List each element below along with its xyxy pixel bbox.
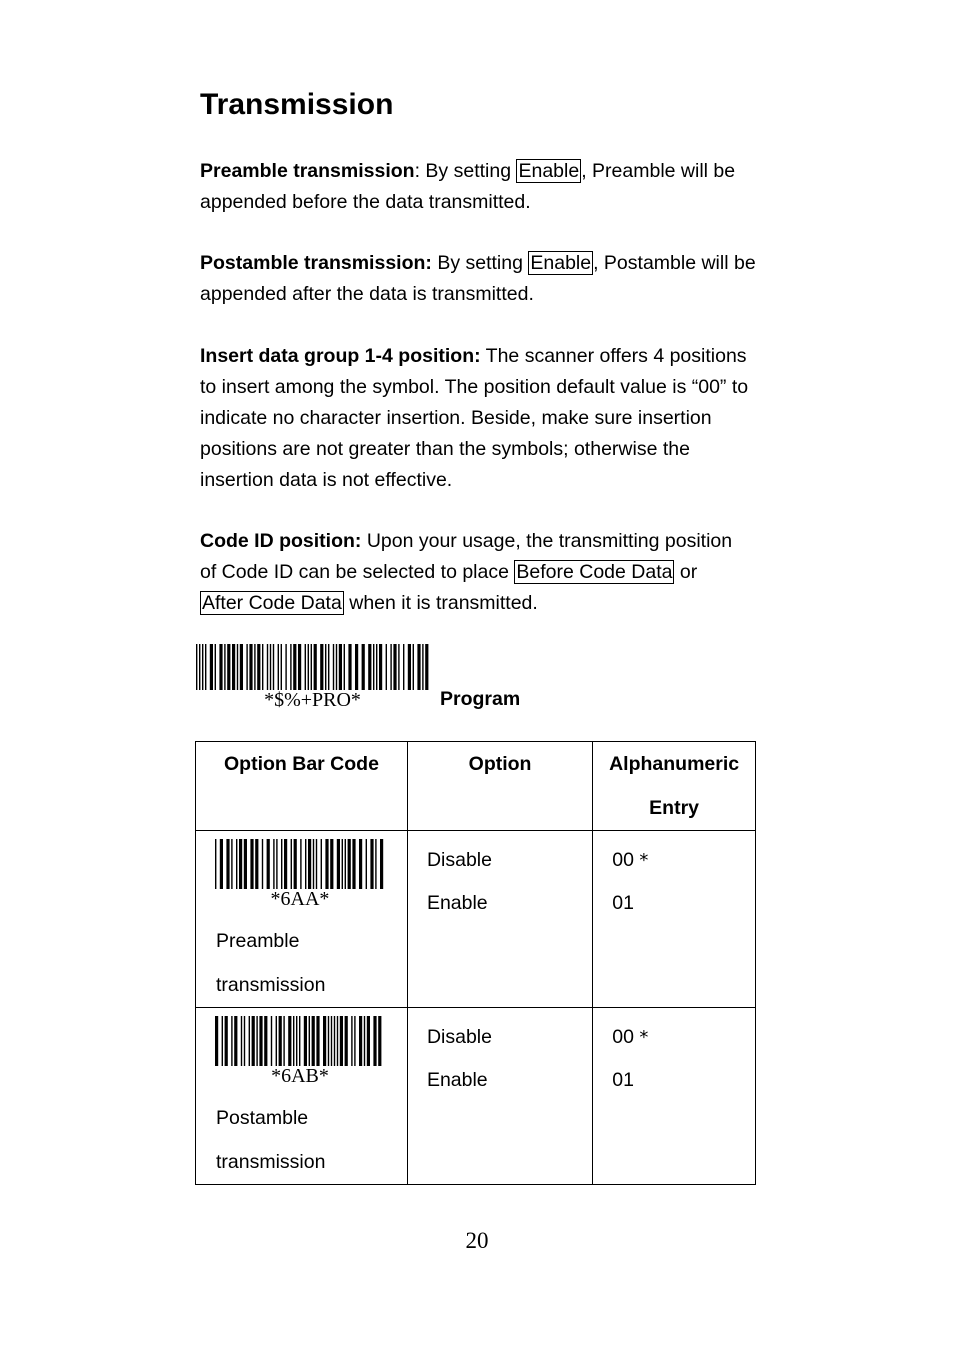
program-label: Program (440, 688, 521, 710)
header-alpha-line1: Alphanumeric (609, 753, 740, 775)
header-option-label: Option (468, 753, 532, 775)
postamble-barcode-text: *6AB* (271, 1065, 329, 1087)
preamble-entry-01: 01 (612, 892, 634, 914)
postamble-text-2: , Postamble will be appended after the data is transmitted. (200, 252, 756, 305)
preamble-entry-00-value: 00 (612, 849, 634, 871)
codeid-text-3: when it is transmitted. (343, 592, 538, 614)
preamble-text-2: , Preamble will be appended before the data transmitted. (200, 160, 736, 213)
postamble-options-cell (407, 1008, 592, 1185)
preamble-option-enable: Enable (426, 892, 488, 914)
preamble-enable-box: Enable (518, 160, 580, 182)
options-table (195, 741, 756, 1185)
header-option-bar-code (196, 742, 408, 831)
postamble-barcode-bars (214, 1016, 386, 1066)
header-alphanumeric-entry (593, 742, 756, 831)
table-row-postamble (196, 1008, 756, 1185)
insert-term: Insert data group 1-4 position: (200, 345, 481, 367)
preamble-option-disable: Disable (426, 849, 492, 871)
postamble-paragraph (200, 248, 760, 310)
postamble-option-disable: Disable (426, 1026, 492, 1048)
postamble-barcode-cell (196, 1008, 408, 1185)
postamble-entry-00-value: 00 (612, 1026, 634, 1048)
page-title: Transmission (200, 88, 394, 121)
header-option-bar-code-label: Option Bar Code (224, 753, 379, 775)
preamble-desc-line1: Preamble (216, 930, 300, 952)
codeid-paragraph (200, 526, 740, 619)
postamble-barcode[interactable] (214, 1016, 386, 1086)
preamble-entry-cell (593, 831, 756, 1008)
postamble-desc-line2: transmission (216, 1151, 326, 1173)
postamble-enable-box: Enable (530, 252, 592, 274)
postamble-entry-01: 01 (612, 1069, 634, 1091)
preamble-term: Preamble transmission (200, 160, 415, 182)
preamble-options-cell (407, 831, 592, 1008)
insert-text: The scanner offers 4 positions to insert among the symbol. The position default value is “00” to indicate no character insertion. Beside, make sure insertion positions are not greater than the symbols; otherwise the insertion data is not effective. (200, 345, 749, 491)
program-barcode[interactable] (195, 644, 430, 710)
postamble-option-enable: Enable (426, 1069, 488, 1091)
preamble-barcode-cell (196, 831, 408, 1008)
postamble-description (216, 1096, 325, 1184)
preamble-entry-00 (612, 839, 755, 882)
postamble-entry-cell (593, 1008, 756, 1185)
codeid-before-box: Before Code Data (516, 561, 673, 583)
table-row-preamble (196, 831, 756, 1008)
preamble-text-1: : By setting (414, 160, 517, 182)
preamble-description (216, 919, 325, 1007)
header-option (407, 742, 592, 831)
codeid-text-2: or (674, 561, 698, 583)
preamble-default-mark: * (639, 850, 649, 871)
codeid-text-1: Upon your usage, the transmitting position of Code ID can be selected to place (200, 530, 733, 583)
postamble-entry-00 (612, 1016, 755, 1059)
header-alpha-line2: Entry (649, 797, 700, 819)
codeid-after-box: After Code Data (202, 592, 342, 614)
postamble-default-mark: * (639, 1027, 649, 1048)
preamble-barcode-bars (214, 839, 386, 889)
postamble-desc-line1: Postamble (216, 1107, 309, 1129)
postamble-term: Postamble transmission: (200, 252, 432, 274)
program-barcode-bars (195, 644, 430, 690)
preamble-barcode[interactable] (214, 839, 386, 909)
program-barcode-text: *$%+PRO* (264, 689, 361, 711)
page-number: 20 (465, 1228, 489, 1253)
preamble-desc-line2: transmission (216, 974, 326, 996)
preamble-barcode-text: *6AA* (270, 888, 330, 910)
table-header-row (196, 742, 756, 831)
postamble-text-1: By setting (431, 252, 529, 274)
preamble-paragraph (200, 156, 760, 218)
insert-paragraph (200, 341, 756, 496)
codeid-term: Code ID position: (200, 530, 362, 552)
